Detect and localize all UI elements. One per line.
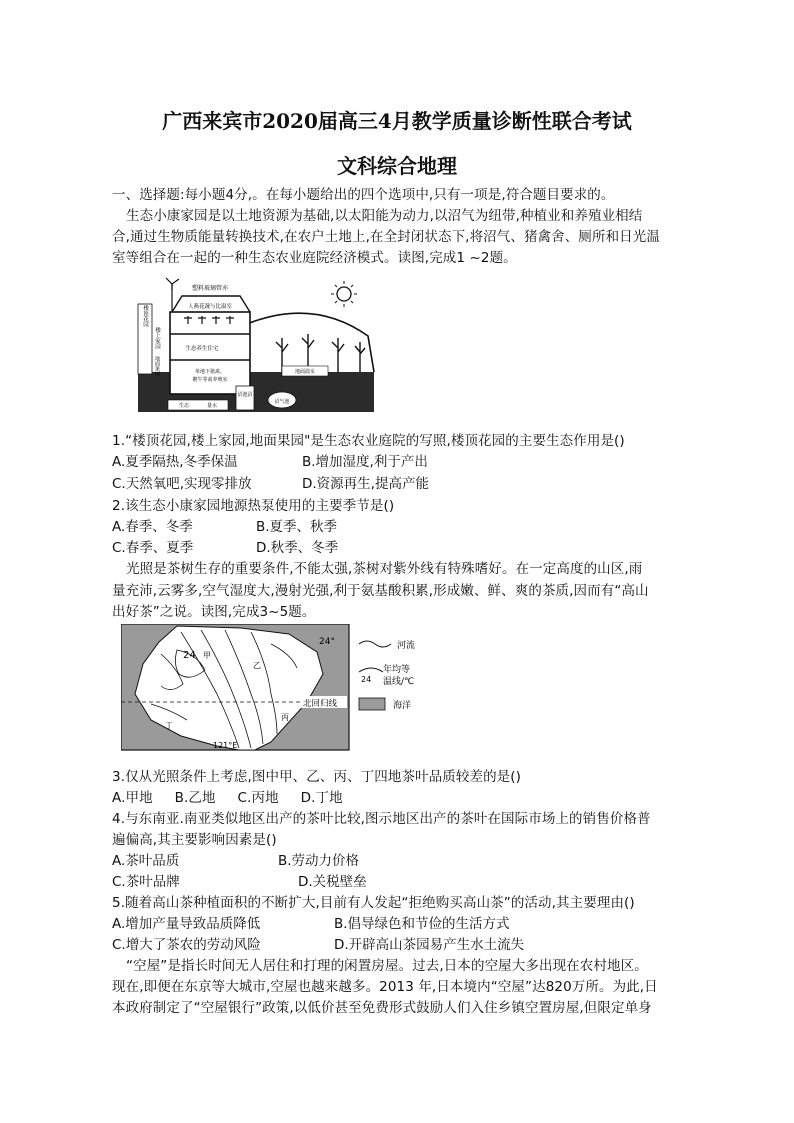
passage3-line3: 本政府制定了“空屋银行”政策,以低价甚至免费形式鼓励人们入住乡镇空置房屋,但限定单身 — [112, 1000, 652, 1016]
upper-room-label: 人燕花蔬与比温室 — [187, 304, 233, 310]
q3-stem: 3.仅从光照条件上考虑,图中甲、乙、丙、丁四地茶叶品质较差的是() — [112, 769, 522, 785]
q4-option-a[interactable]: A.茶叶品质 — [112, 853, 180, 869]
q3-options[interactable]: A.甲地 B.乙地 C.丙地 D.丁地 — [112, 790, 343, 806]
q2-option-b[interactable]: B.夏季、秋季 — [256, 519, 338, 535]
q1-option-b[interactable]: B.增加湿度,利于产出 — [302, 454, 428, 470]
q5-option-d[interactable]: D.开辟高山茶园易产生水土流失 — [334, 937, 525, 953]
q2-option-a[interactable]: A.春季、冬季 — [112, 519, 193, 535]
q4-stem-2: 遍偏高,其主要影响因素是() — [112, 832, 277, 848]
latitude-24-label: 24° — [319, 637, 335, 647]
q4-option-b[interactable]: B.劳动力价格 — [278, 853, 360, 869]
legend-ocean-swatch — [359, 698, 385, 710]
passage2-line2: 量充沛,云雾多,空气湿度大,漫射光强,利于氨基酸积累,形成嫩、鲜、爽的茶质,因而有“高山 — [112, 583, 649, 599]
q2-stem: 2.该生态小康家园地源热泵使用的主要季节是() — [112, 498, 395, 514]
mid-room-label: 生态养生住宅 — [185, 346, 219, 352]
passage2-line3: 出好茶”之说。读图,完成3~5题。 — [112, 604, 316, 620]
longitude-label: 121°E — [213, 741, 238, 750]
passage3-line1: “空屋”是指长时间无人居住和打理的闲置房屋。过去,日本的空屋大多出现在农村地区。 — [126, 958, 648, 974]
left-label-2: 楼上家园 — [154, 327, 160, 349]
passage1-line3: 室等组合在一起的一种生态农业庭院经济模式。读图,完成1 ~2题。 — [112, 250, 517, 266]
bottom-label-2: 量水 — [206, 403, 218, 409]
legend-river-symbol — [359, 641, 391, 647]
q4-stem-1: 4.与东南亚.南亚类似地区出产的茶叶比较,图示地区出产的茶叶在国际市场上的销售价格普 — [112, 811, 651, 827]
tea-region-map — [121, 624, 451, 752]
pit-label: 沼池沼 — [237, 392, 253, 398]
legend-isotherm-num: 24 — [361, 675, 372, 684]
passage1-line2: 合,通过生物质能量转换技术,在农户土地上,在全封闭状态下,将沼气、猪禽舍、厕所和日光温 — [112, 229, 660, 245]
legend-river: 河流 — [397, 641, 416, 651]
q5-option-c[interactable]: C.增大了茶农的劳动风险 — [112, 937, 261, 953]
place-bing: 丙 — [281, 713, 289, 722]
lower-room-label-2: 鹅牛等禽养殖室 — [192, 377, 228, 383]
biogas-label: 沼气池 — [274, 399, 290, 405]
legend-isotherm-2: 温线/℃ — [383, 677, 415, 687]
left-label-1: 楼顶花园 — [142, 305, 148, 327]
q5-option-b[interactable]: B.倡导绿色和节俭的生活方式 — [334, 916, 510, 932]
passage2-line1: 光照是茶树生存的重要条件,不能太强,茶树对紫外线有特殊嗜好。在一定高度的山区,雨 — [126, 561, 643, 577]
q2-option-d[interactable]: D.秋季、冬季 — [256, 540, 339, 556]
left-label-3: 地面果园 — [154, 356, 160, 376]
place-ding: 丁 — [165, 721, 173, 730]
isotherm-24-label: 24 — [183, 650, 196, 661]
place-jia: 甲 — [203, 651, 211, 660]
legend-ocean: 海洋 — [393, 701, 412, 711]
q1-option-a[interactable]: A.夏季隔热,冬季保温 — [112, 454, 238, 470]
q2-option-c[interactable]: C.春季、夏季 — [112, 540, 194, 556]
ecological-house-figure — [132, 276, 382, 416]
greenhouse-label: 地面温室 — [294, 369, 316, 375]
exam-title: 广西来宾市2020届高三4月教学质量诊断性联合考试 — [162, 109, 632, 133]
q1-option-d[interactable]: D.资源再生,提高产能 — [302, 476, 429, 492]
exam-subtitle: 文科综合地理 — [337, 154, 457, 178]
roof-label: 塑料玻璃管亦 — [191, 285, 229, 292]
q4-option-c[interactable]: C.茶叶品牌 — [112, 874, 180, 890]
q1-option-c[interactable]: C.天然氧吧,实现零排放 — [112, 476, 252, 492]
passage1-line1: 生态小康家园是以土地资源为基础,以太阳能为动力,以沼气为纽带,种植业和养殖业相结 — [126, 208, 643, 224]
lower-room-label-1: 单地下猪禽、 — [194, 369, 226, 375]
place-yi: 乙 — [253, 661, 261, 670]
q1-stem: 1.“楼顶花园,楼上家园,地面果园"是生态农业庭院的写照,楼顶花园的主要生态作用是() — [112, 433, 625, 449]
tropic-label: 北回归线 — [303, 699, 338, 709]
bottom-label-1: 生态 — [178, 403, 190, 409]
passage3-line2: 现在,即便在东京等大城市,空屋也越来越多。2013 年,日本境内“空屋”达820万所。为此,日 — [112, 979, 658, 995]
section-heading: 一、选择题:每小题4分,。在每小题给出的四个选项中,只有一项是,符合题目要求的。 — [112, 187, 615, 203]
legend-isotherm-symbol — [359, 668, 383, 672]
q5-stem: 5.随着高山茶种植面积的不断扩大,目前有人发起“拒绝购买高山茶”的活动,其主要理由() — [112, 895, 635, 911]
legend-isotherm-1: 年均等 — [383, 665, 411, 675]
q4-option-d[interactable]: D.关税壁垒 — [298, 874, 367, 890]
q5-option-a[interactable]: A.增加产量导致品质降低 — [112, 916, 261, 932]
